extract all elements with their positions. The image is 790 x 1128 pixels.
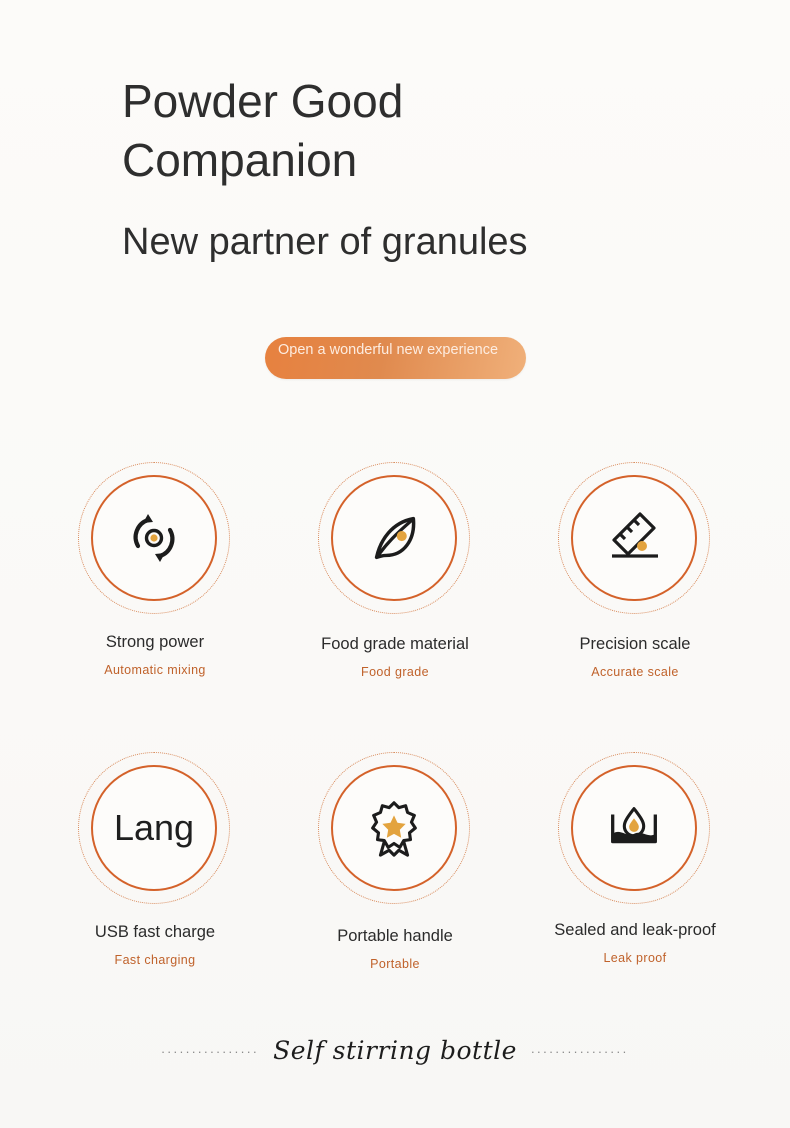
feature-item	[35, 462, 275, 678]
feature-title: Portable handle	[337, 927, 453, 945]
feature-title: Strong power	[105, 633, 205, 651]
feature-badge	[318, 462, 472, 616]
leaf-icon	[331, 475, 457, 601]
recycle-arrows-icon	[91, 475, 217, 601]
page-title: Powder Good Companion	[122, 75, 404, 186]
feature-subtitle: Leak proof	[603, 951, 667, 965]
feature-badge	[78, 462, 232, 616]
footer-script-text: Self stirring bottle	[273, 1035, 517, 1065]
feature-subtitle: Automatic mixing	[104, 663, 206, 677]
footer-signature	[0, 1030, 790, 1070]
feature-title: Sealed and leak-proof	[554, 921, 716, 939]
feature-badge	[78, 752, 232, 906]
lang-text-icon	[91, 765, 217, 891]
feature-subtitle: Portable	[370, 957, 420, 971]
ruler-icon	[571, 475, 697, 601]
feature-subtitle: Accurate scale	[591, 665, 679, 679]
feature-item	[515, 462, 755, 680]
feature-title: Precision scale	[579, 635, 691, 653]
feature-item	[275, 462, 515, 680]
banner-pill	[265, 337, 526, 379]
feature-badge	[558, 462, 712, 616]
banner-text: Open a wonderful new experience	[278, 342, 499, 358]
feature-subtitle: Fast charging	[114, 953, 196, 967]
page-subtitle: New partner of granules	[122, 221, 528, 263]
feature-item	[275, 752, 515, 972]
feature-title: USB fast charge	[94, 923, 216, 941]
feature-badge	[318, 752, 472, 906]
feature-item	[515, 752, 755, 966]
feature-badge	[558, 752, 712, 906]
award-badge-icon	[331, 765, 457, 891]
footer-dots-right: ................	[530, 1040, 629, 1056]
footer-dots-left: ................	[161, 1040, 260, 1056]
leak-proof-drop-icon	[571, 765, 697, 891]
lang-text-label: Lang	[113, 807, 195, 848]
feature-item	[35, 752, 275, 968]
feature-subtitle: Food grade	[361, 665, 429, 679]
feature-title: Food grade material	[321, 635, 469, 653]
